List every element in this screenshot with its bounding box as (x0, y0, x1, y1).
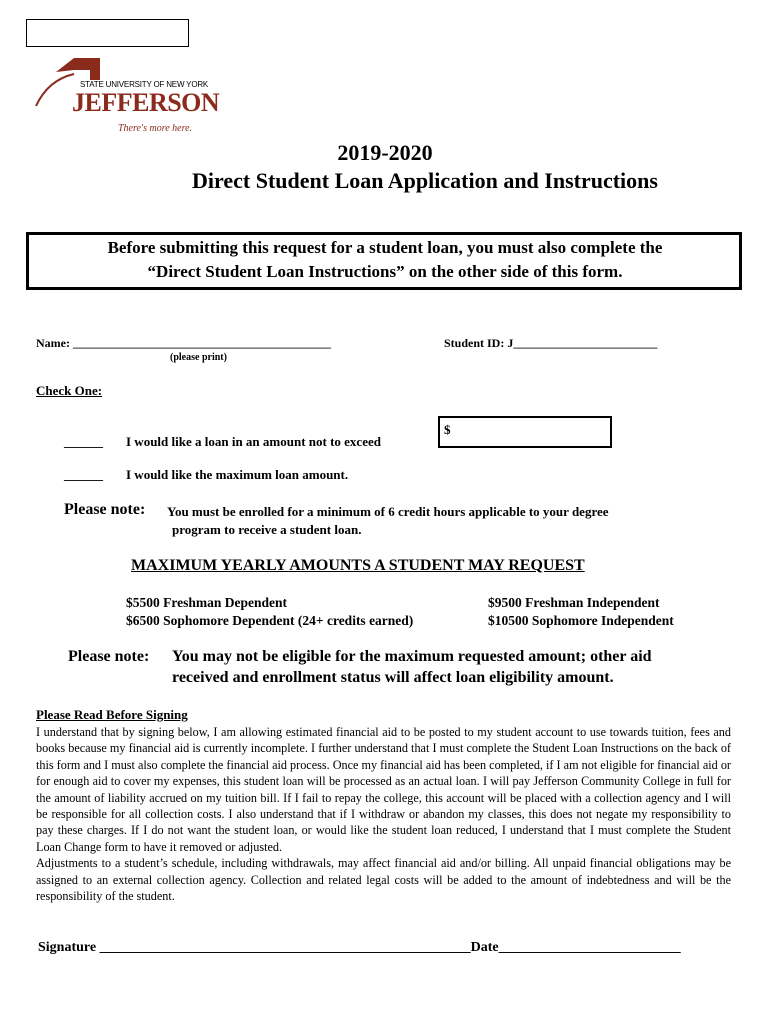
amount-sophomore-dependent: $6500 Sophomore Dependent (24+ credits earned) (126, 613, 414, 628)
terms-paragraph-1: I understand that by signing below, I am allowing estimated financial aid to be posted to my student account to use towards tuition, fees and books because my financial aid is currently incomplete. I further understand that I must complete the Student Loan Instructions on the back of this form and I must also complete the financial aid process. Once my financial aid has been completed, if I am not eligible for financial aid or for enough aid to cover my expenses, this student loan will be processed as an actual loan. I will pay Jefferson Community College in full for the amount of liability accrued on my tuition bill. If I fail to repay the college, this account will be placed with a collection agency and I will be responsible for all collection costs. I also understand that if I withdraw or abandon my classes, this does not negate my responsibility to pay these charges. If I do not want the student loan, or would like the student loan reduced, I understand that I must complete the Student Loan Change form to have it removed or adjusted. (36, 725, 731, 854)
option2-label: I would like the maximum loan amount. (126, 467, 349, 482)
amount-freshman-independent: $9500 Freshman Independent (488, 595, 660, 610)
option1-blank[interactable]: ______ (64, 434, 103, 449)
logo-tagline: There's more here. (118, 123, 193, 134)
dollar-sign: $ (444, 422, 451, 437)
note1-label: Please note: (64, 501, 146, 518)
form-year: 2019-2020 (337, 140, 433, 165)
notice-line-1: Before submitting this request for a student loan, you must also complete the (107, 238, 663, 257)
terms-paragraph-2: Adjustments to a student’s schedule, including withdrawals, may affect financial aid and/or billing. All unpaid financial obligations may be assigned to an external collection agency. Collection and related legal costs will be added to the amount of indebtedness and will be the responsibility of the student. (36, 856, 731, 904)
notice-line-2: “Direct Student Loan Instructions” on the other side of this form. (147, 262, 623, 281)
max-amounts-title: MAXIMUM YEARLY AMOUNTS A STUDENT MAY REQUEST (131, 557, 585, 574)
option2-blank[interactable]: ______ (64, 467, 103, 482)
name-field[interactable]: Name: ___________________________________________ (36, 336, 331, 350)
loan-amount-box[interactable] (438, 416, 612, 448)
note1-line2: program to receive a student loan. (172, 522, 362, 537)
read-before-title: Please Read Before Signing (36, 707, 188, 722)
note2-line1: You may not be eligible for the maximum requested amount; other aid (172, 648, 652, 665)
option1-label: I would like a loan in an amount not to exceed (126, 434, 381, 449)
name-hint: (please print) (170, 352, 227, 363)
amount-sophomore-independent: $10500 Sophomore Independent (488, 613, 674, 628)
notice-text (30, 236, 740, 284)
check-one-label: Check One: (36, 383, 103, 398)
student-id-field[interactable]: Student ID: J________________________ (444, 336, 658, 350)
note1-line1: You must be enrolled for a minimum of 6 credit hours applicable to your degree (167, 504, 609, 519)
signature-line[interactable]: Signature _____________________________________________________Date__________________________ (38, 940, 681, 955)
form-title: Direct Student Loan Application and Instructions (192, 168, 658, 193)
office-use-box (26, 19, 189, 47)
logo-name: JEFFERSON (72, 88, 220, 117)
note2-label: Please note: (68, 648, 150, 665)
note2-line2: received and enrollment status will affect loan eligibility amount. (172, 669, 614, 686)
logo-top-text: STATE UNIVERSITY OF NEW YORK (80, 80, 209, 89)
amount-freshman-dependent: $5500 Freshman Dependent (126, 595, 288, 610)
terms-text (36, 724, 731, 904)
